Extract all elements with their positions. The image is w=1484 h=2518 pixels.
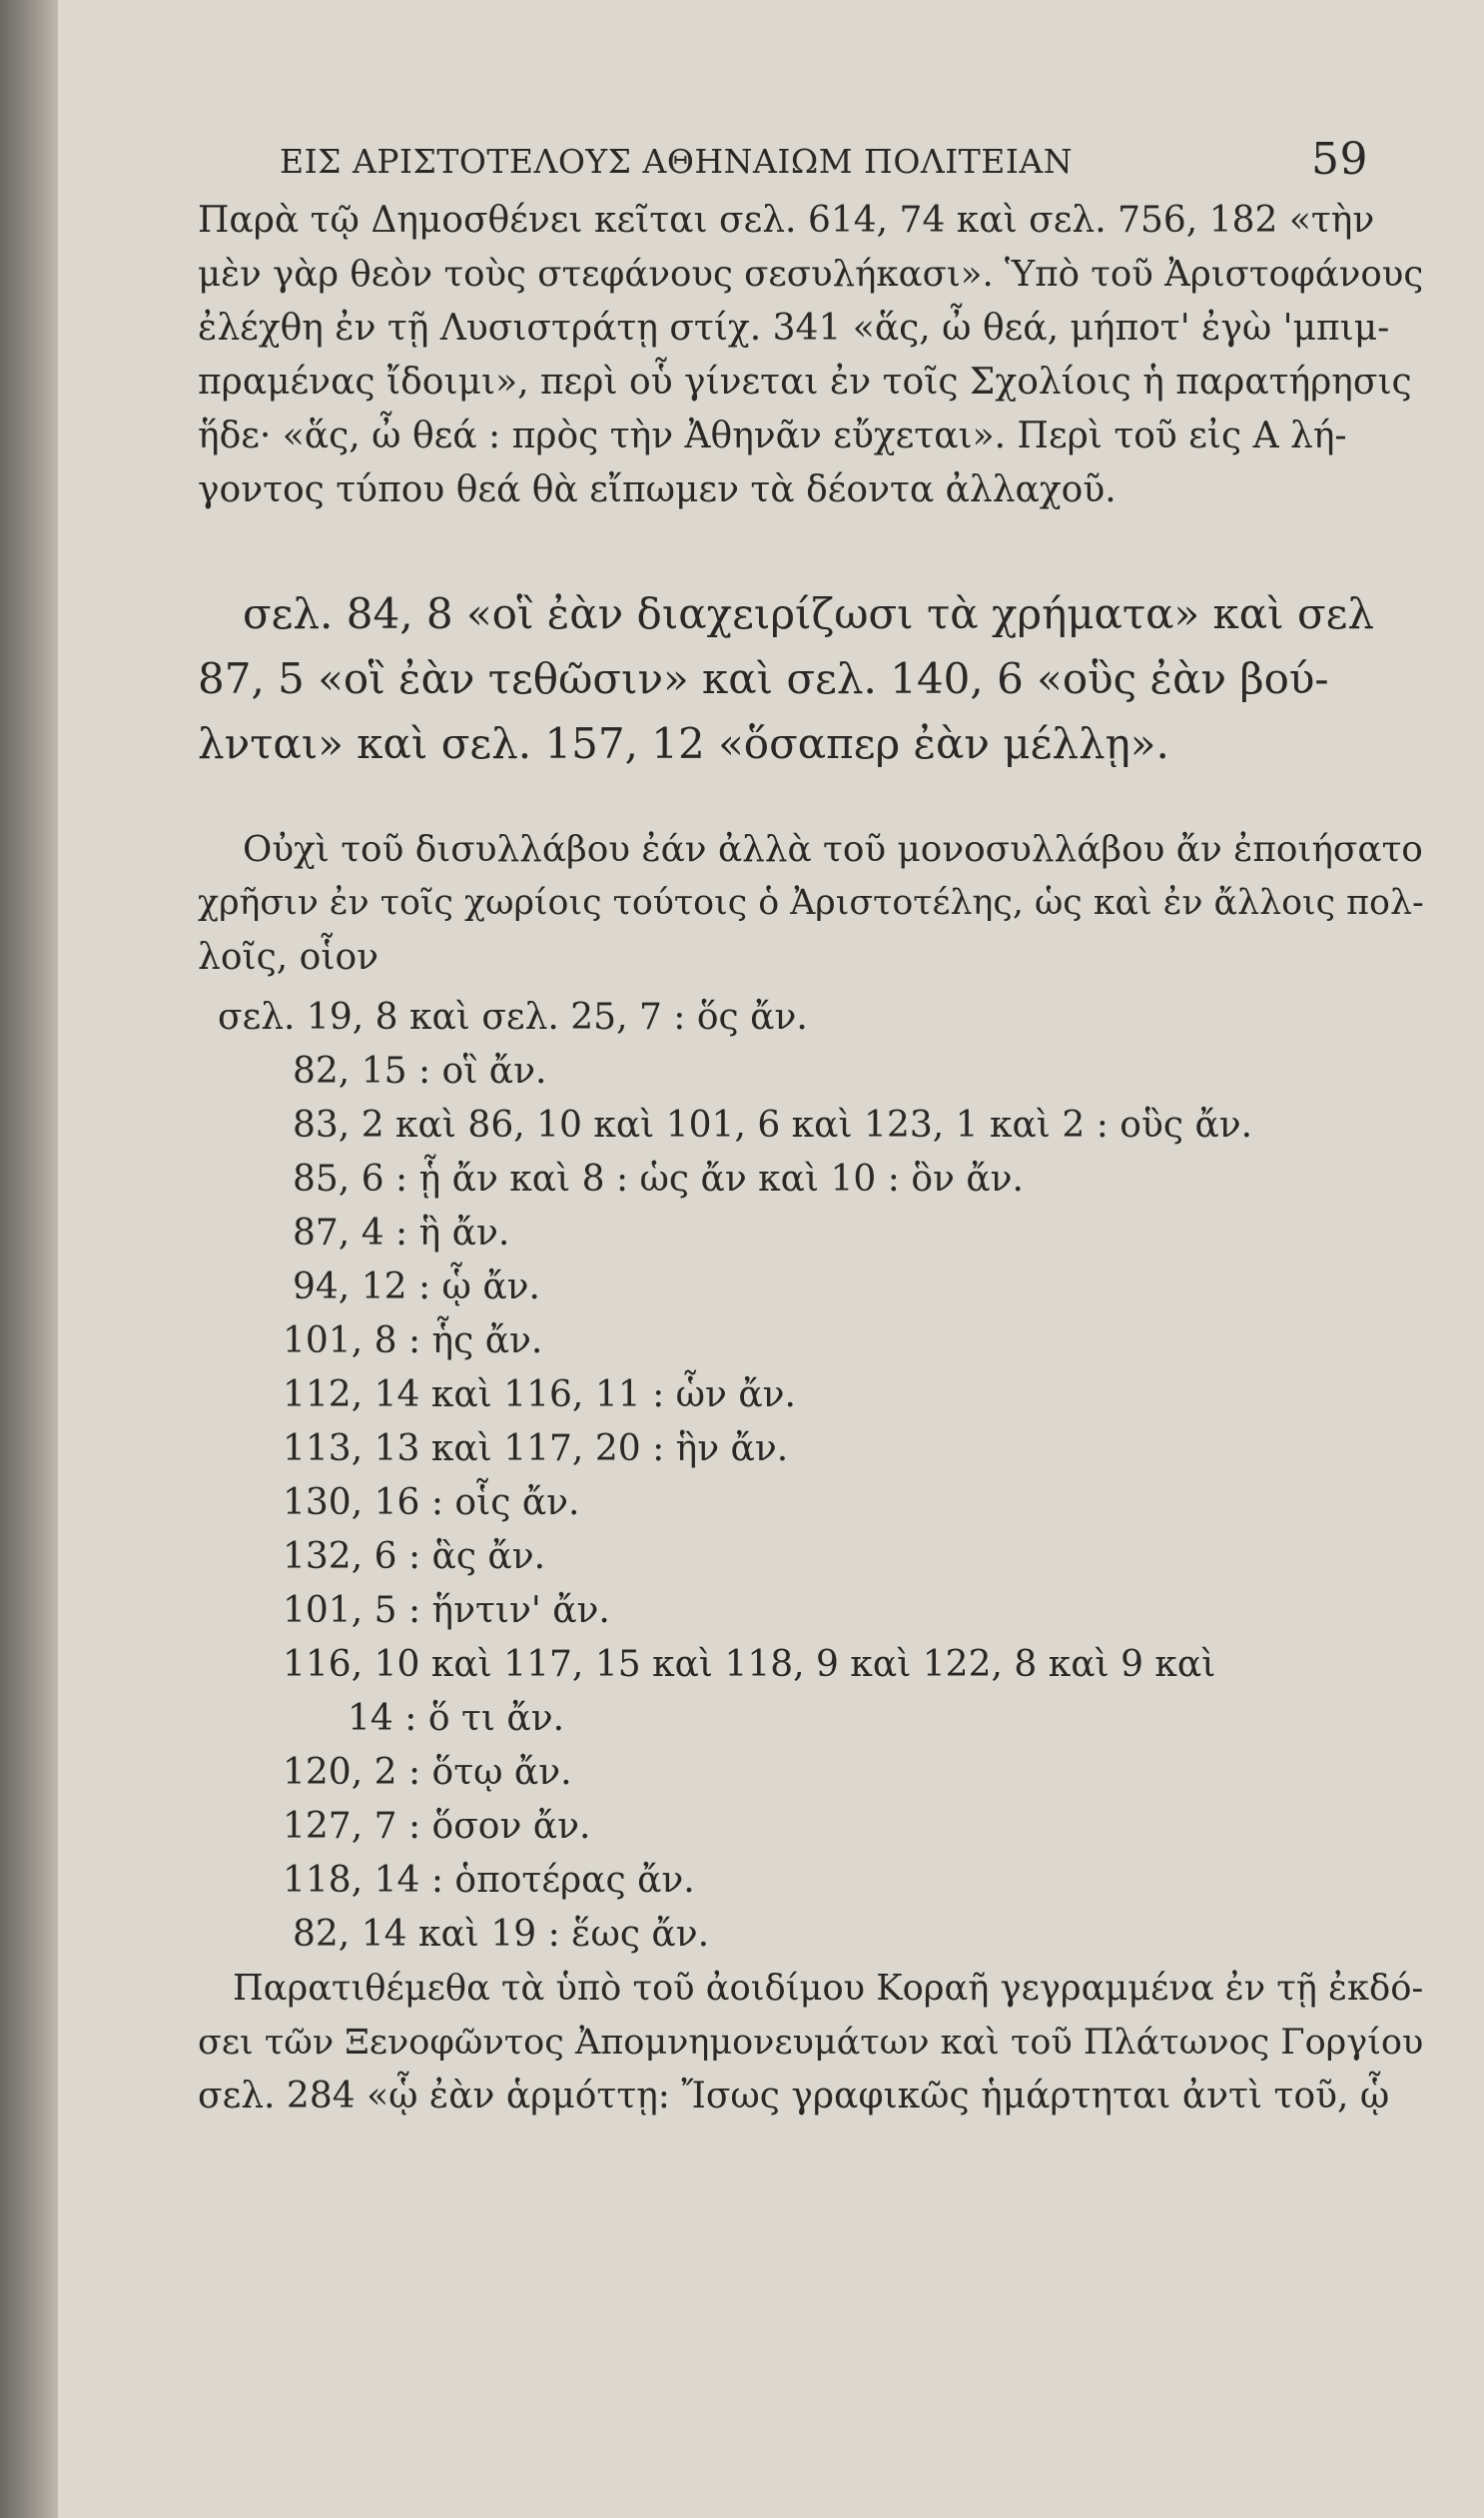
text-line: σει τῶν Ξενοφῶντος Ἀπομνημονευμάτων καὶ τοῦ Πλάτωνος Γοργίου <box>198 2022 1424 2063</box>
text-line: πραμένας ἴδοιμι», περὶ οὗ γίνεται ἐν τοῖς Σχολίοις ἡ παρατήρησις <box>198 362 1412 403</box>
book-page <box>58 0 1484 2518</box>
list-item: 116, 10 καὶ 117, 15 καὶ 118, 9 καὶ 122, 8 καὶ 9 καὶ <box>283 1644 1216 1685</box>
text-line: Παρὰ τῷ Δημοσθένει κεῖται σελ. 614, 74 καὶ σελ. 756, 182 «τὴν <box>198 200 1375 241</box>
list-item: 130, 16 : οἷς ἄν. <box>283 1482 580 1523</box>
list-item: σελ. 19, 8 καὶ σελ. 25, 7 : ὅς ἄν. <box>218 997 808 1038</box>
text-line: 87, 5 «οἳ ἐὰν τεθῶσιν» καὶ σελ. 140, 6 «οὓς ἐὰν βού- <box>198 654 1329 703</box>
text-line: χρῆσιν ἐν τοῖς χωρίοις τούτοις ὁ Ἀριστοτέλης, ὡς καὶ ἐν ἄλλοις πολ- <box>198 883 1424 923</box>
running-title: ΕΙΣ ΑΡΙΣΤΟΤΕΛΟΥΣ ΑΘΗΝΑΙΩΜ ΠΟΛΙΤΕΙΑΝ <box>280 142 1074 181</box>
text-line: Παρατιθέμεθα τὰ ὑπὸ τοῦ ἀοιδίμου Κοραῆ γεγραμμένα ἐν τῇ ἐκδό- <box>233 1968 1424 2009</box>
text-line: λνται» καὶ σελ. 157, 12 «ὅσαπερ ἐὰν μέλλῃ». <box>198 719 1169 768</box>
text-line: ἥδε· «ἅς, ὦ θεά : πρὸς τὴν Ἀθηνᾶν εὔχεται». Περὶ τοῦ εἰς Α λή- <box>198 416 1347 456</box>
text-line: γοντος τύπου θεά θὰ εἴπωμεν τὰ δέοντα ἀλλαχοῦ. <box>198 469 1116 510</box>
list-item: 85, 6 : ᾗ ἄν καὶ 8 : ὡς ἄν καὶ 10 : ὃν ἄν. <box>293 1159 1024 1200</box>
page-number: 59 <box>1311 134 1368 185</box>
list-item: 112, 14 καὶ 116, 11 : ὧν ἄν. <box>283 1374 796 1415</box>
list-item: 101, 5 : ἥντιν' ἄν. <box>283 1590 610 1631</box>
text-line: ἐλέχθη ἐν τῇ Λυσιστράτῃ στίχ. 341 «ἅς, ὦ θεά, μήποτ' ἐγὼ 'μπιμ- <box>198 308 1390 349</box>
list-item: 82, 14 καὶ 19 : ἕως ἄν. <box>293 1914 710 1955</box>
list-item: 14 : ὅ τι ἄν. <box>348 1698 565 1739</box>
text-line: σελ. 284 «ᾧ ἐὰν ἁρμόττῃ: Ἴσως γραφικῶς ἡμάρτηται ἀντὶ τοῦ, ᾧ <box>198 2076 1390 2116</box>
text-line: μὲν γὰρ θεὸν τοὺς στεφάνους σεσυλήκασι». Ὑπὸ τοῦ Ἀριστοφάνους <box>198 254 1424 295</box>
text-line: σελ. 84, 8 «οἳ ἐὰν διαχειρίζωσι τὰ χρήματα» καὶ σελ <box>243 589 1375 638</box>
list-item: 132, 6 : ἃς ἄν. <box>283 1536 546 1577</box>
list-item: 82, 15 : οἳ ἄν. <box>293 1051 547 1092</box>
list-item: 94, 12 : ᾧ ἄν. <box>293 1266 540 1307</box>
list-item: 101, 8 : ἧς ἄν. <box>283 1320 543 1361</box>
text-line: Οὐχὶ τοῦ δισυλλάβου ἐάν ἀλλὰ τοῦ μονοσυλλάβου ἄν ἐποιήσατο <box>243 829 1423 870</box>
list-item: 118, 14 : ὁποτέρας ἄν. <box>283 1860 695 1901</box>
book-gutter-shadow <box>0 0 58 2518</box>
list-item: 83, 2 καὶ 86, 10 καὶ 101, 6 καὶ 123, 1 καὶ 2 : οὓς ἄν. <box>293 1105 1253 1146</box>
list-item: 87, 4 : ἣ ἄν. <box>293 1213 510 1254</box>
list-item: 113, 13 καὶ 117, 20 : ἣν ἄν. <box>283 1428 789 1469</box>
list-item: 127, 7 : ὅσον ἄν. <box>283 1806 591 1847</box>
text-line: λοῖς, οἷον <box>198 937 379 978</box>
list-item: 120, 2 : ὅτῳ ἄν. <box>283 1752 572 1793</box>
